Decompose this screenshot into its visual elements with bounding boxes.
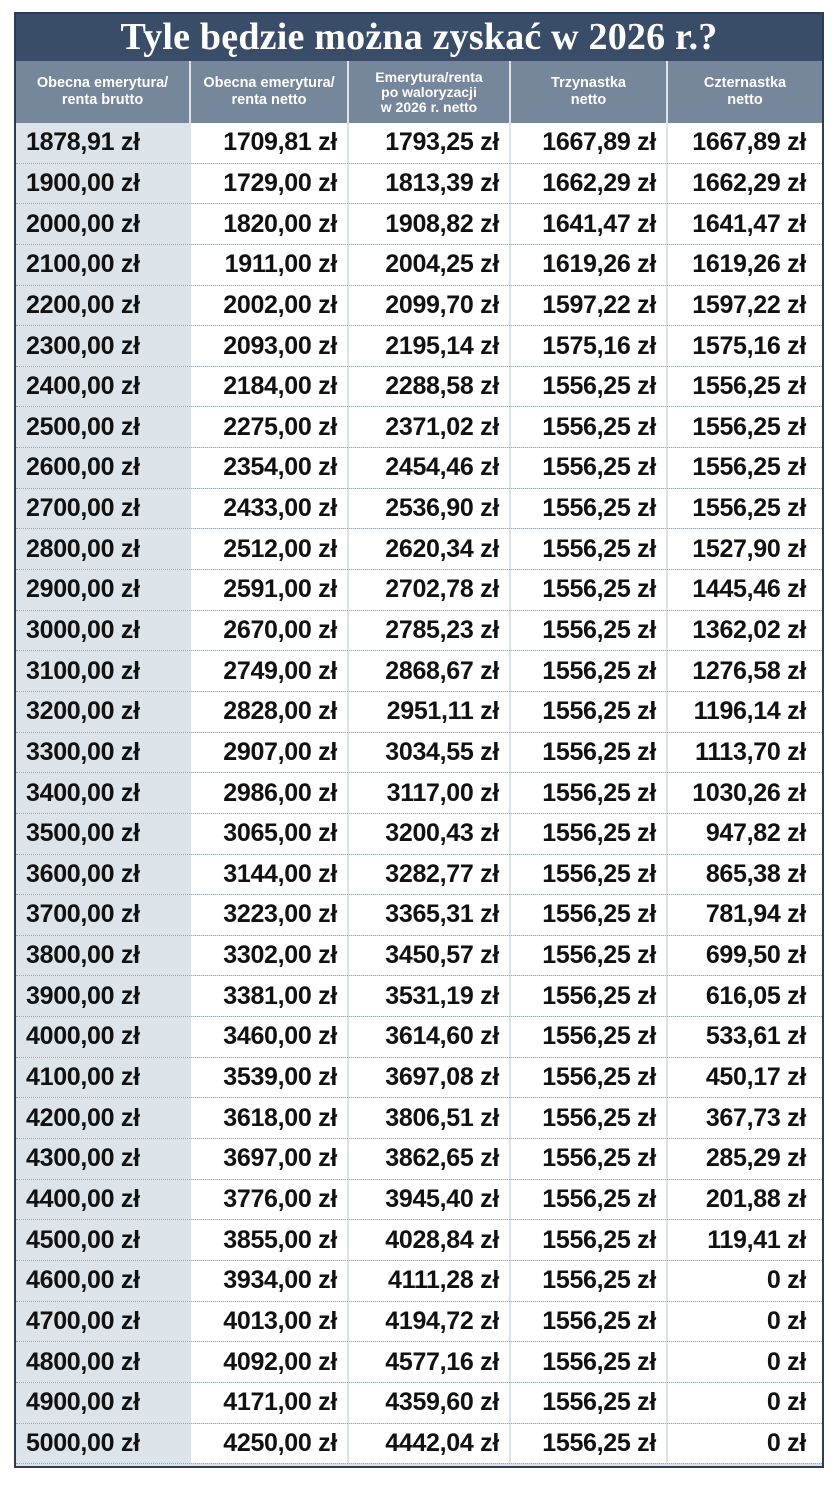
thirteenth-cell: 1556,25 zł [511,448,668,488]
net-pension-cell: 3460,00 zł [191,1017,349,1057]
fourteenth-cell: 781,94 zł [668,895,822,935]
gross-pension-cell: 2600,00 zł [16,448,191,488]
thirteenth-cell: 1556,25 zł [511,1220,668,1260]
fourteenth-cell: 616,05 zł [668,976,822,1016]
thirteenth-cell: 1556,25 zł [511,895,668,935]
indexed-pension-cell: 3117,00 zł [349,773,511,813]
indexed-pension-cell: 2868,67 zł [349,651,511,691]
indexed-pension-cell: 2195,14 zł [349,326,511,366]
table-row [16,164,822,205]
net-pension-cell: 2670,00 zł [191,611,349,651]
fourteenth-cell: 0 zł [668,1383,822,1423]
gross-pension-cell: 2100,00 zł [16,245,191,285]
net-pension-cell: 3302,00 zł [191,936,349,976]
fourteenth-cell: 1030,26 zł [668,773,822,813]
gross-pension-cell: 5000,00 zł [16,1424,191,1464]
net-pension-cell: 2184,00 zł [191,367,349,407]
fourteenth-cell: 1575,16 zł [668,326,822,366]
fourteenth-cell: 1556,25 zł [668,407,822,447]
indexed-pension-cell: 4194,72 zł [349,1302,511,1342]
fourteenth-cell: 0 zł [668,1302,822,1342]
gross-pension-cell: 4800,00 zł [16,1342,191,1382]
header-net-pension: Obecna emerytura/ renta netto [191,61,349,123]
indexed-pension-cell: 2620,34 zł [349,529,511,569]
table-row [16,976,822,1017]
thirteenth-cell: 1575,16 zł [511,326,668,366]
fourteenth-cell: 1113,70 zł [668,733,822,773]
indexed-pension-cell: 4028,84 zł [349,1220,511,1260]
indexed-pension-cell: 3200,43 zł [349,814,511,854]
table-row [16,895,822,936]
thirteenth-cell: 1641,47 zł [511,204,668,244]
fourteenth-cell: 1556,25 zł [668,367,822,407]
table-row [16,773,822,814]
gross-pension-cell: 3900,00 zł [16,976,191,1016]
indexed-pension-cell: 1908,82 zł [349,204,511,244]
table-row [16,367,822,408]
indexed-pension-cell: 1813,39 zł [349,164,511,204]
fourteenth-cell: 1662,29 zł [668,164,822,204]
indexed-pension-cell: 3531,19 zł [349,976,511,1016]
gross-pension-cell: 4600,00 zł [16,1261,191,1301]
gross-pension-cell: 2700,00 zł [16,489,191,529]
net-pension-cell: 2512,00 zł [191,529,349,569]
thirteenth-cell: 1597,22 zł [511,286,668,326]
gross-pension-cell: 3600,00 zł [16,855,191,895]
gross-pension-cell: 4300,00 zł [16,1139,191,1179]
thirteenth-cell: 1556,25 zł [511,529,668,569]
table-body [16,123,822,1464]
gross-pension-cell: 3300,00 zł [16,733,191,773]
table-row [16,1302,822,1343]
table-row [16,814,822,855]
thirteenth-cell: 1556,25 zł [511,1302,668,1342]
net-pension-cell: 2986,00 zł [191,773,349,813]
net-pension-cell: 2354,00 zł [191,448,349,488]
table-row [16,1098,822,1139]
gross-pension-cell: 3100,00 zł [16,651,191,691]
table-row [16,855,822,896]
thirteenth-cell: 1662,29 zł [511,164,668,204]
page-title: Tyle będzie można zyskać w 2026 r.? [16,14,822,61]
indexed-pension-cell: 3282,77 zł [349,855,511,895]
net-pension-cell: 2907,00 zł [191,733,349,773]
thirteenth-cell: 1556,25 zł [511,1017,668,1057]
table-row [16,1139,822,1180]
fourteenth-cell: 1445,46 zł [668,570,822,610]
fourteenth-cell: 0 zł [668,1261,822,1301]
fourteenth-cell: 0 zł [668,1342,822,1382]
fourteenth-cell: 533,61 zł [668,1017,822,1057]
indexed-pension-cell: 4111,28 zł [349,1261,511,1301]
thirteenth-cell: 1556,25 zł [511,1098,668,1138]
fourteenth-cell: 1641,47 zł [668,204,822,244]
gross-pension-cell: 4200,00 zł [16,1098,191,1138]
fourteenth-cell: 699,50 zł [668,936,822,976]
net-pension-cell: 3144,00 zł [191,855,349,895]
indexed-pension-cell: 3034,55 zł [349,733,511,773]
indexed-pension-cell: 2951,11 zł [349,692,511,732]
indexed-pension-cell: 2004,25 zł [349,245,511,285]
fourteenth-cell: 1556,25 zł [668,489,822,529]
gross-pension-cell: 4400,00 zł [16,1180,191,1220]
indexed-pension-cell: 3862,65 zł [349,1139,511,1179]
table-row [16,570,822,611]
table-row [16,326,822,367]
indexed-pension-cell: 2371,02 zł [349,407,511,447]
fourteenth-cell: 865,38 zł [668,855,822,895]
indexed-pension-cell: 4577,16 zł [349,1342,511,1382]
fourteenth-cell: 1667,89 zł [668,123,822,163]
gross-pension-cell: 4700,00 zł [16,1302,191,1342]
net-pension-cell: 4092,00 zł [191,1342,349,1382]
thirteenth-cell: 1556,25 zł [511,1058,668,1098]
net-pension-cell: 1820,00 zł [191,204,349,244]
table-row [16,407,822,448]
thirteenth-cell: 1556,25 zł [511,1261,668,1301]
net-pension-cell: 3776,00 zł [191,1180,349,1220]
indexed-pension-cell: 4442,04 zł [349,1424,511,1464]
table-row [16,448,822,489]
gross-pension-cell: 3200,00 zł [16,692,191,732]
net-pension-cell: 4171,00 zł [191,1383,349,1423]
indexed-pension-cell: 1793,25 zł [349,123,511,163]
thirteenth-cell: 1556,25 zł [511,489,668,529]
net-pension-cell: 1911,00 zł [191,245,349,285]
thirteenth-cell: 1556,25 zł [511,1180,668,1220]
fourteenth-cell: 201,88 zł [668,1180,822,1220]
table-row [16,489,822,530]
fourteenth-cell: 367,73 zł [668,1098,822,1138]
gross-pension-cell: 2900,00 zł [16,570,191,610]
fourteenth-cell: 1597,22 zł [668,286,822,326]
net-pension-cell: 1729,00 zł [191,164,349,204]
indexed-pension-cell: 2288,58 zł [349,367,511,407]
pension-table-graphic [14,12,824,1468]
net-pension-cell: 3381,00 zł [191,976,349,1016]
table-row [16,1017,822,1058]
fourteenth-cell: 1196,14 zł [668,692,822,732]
indexed-pension-cell: 3450,57 zł [349,936,511,976]
fourteenth-cell: 1619,26 zł [668,245,822,285]
fourteenth-cell: 0 zł [668,1424,822,1464]
gross-pension-cell: 3400,00 zł [16,773,191,813]
thirteenth-cell: 1667,89 zł [511,123,668,163]
indexed-pension-cell: 2702,78 zł [349,570,511,610]
table-row [16,1220,822,1261]
gross-pension-cell: 1878,91 zł [16,123,191,163]
net-pension-cell: 3697,00 zł [191,1139,349,1179]
gross-pension-cell: 3700,00 zł [16,895,191,935]
net-pension-cell: 4013,00 zł [191,1302,349,1342]
table-header [16,61,822,123]
indexed-pension-cell: 4359,60 zł [349,1383,511,1423]
thirteenth-cell: 1556,25 zł [511,936,668,976]
indexed-pension-cell: 2536,90 zł [349,489,511,529]
table-row [16,733,822,774]
header-pension-after-indexation: Emerytura/renta po waloryzacji w 2026 r. netto [349,61,511,123]
indexed-pension-cell: 3614,60 zł [349,1017,511,1057]
indexed-pension-cell: 3806,51 zł [349,1098,511,1138]
header-gross-pension: Obecna emerytura/ renta brutto [16,61,191,123]
net-pension-cell: 2002,00 zł [191,286,349,326]
thirteenth-cell: 1556,25 zł [511,692,668,732]
thirteenth-cell: 1556,25 zł [511,733,668,773]
indexed-pension-cell: 3697,08 zł [349,1058,511,1098]
fourteenth-cell: 1362,02 zł [668,611,822,651]
thirteenth-cell: 1556,25 zł [511,773,668,813]
indexed-pension-cell: 3945,40 zł [349,1180,511,1220]
net-pension-cell: 3934,00 zł [191,1261,349,1301]
gross-pension-cell: 3500,00 zł [16,814,191,854]
net-pension-cell: 2828,00 zł [191,692,349,732]
gross-pension-cell: 2400,00 zł [16,367,191,407]
thirteenth-cell: 1556,25 zł [511,611,668,651]
net-pension-cell: 2591,00 zł [191,570,349,610]
gross-pension-cell: 4000,00 zł [16,1017,191,1057]
gross-pension-cell: 2300,00 zł [16,326,191,366]
indexed-pension-cell: 2785,23 zł [349,611,511,651]
gross-pension-cell: 3000,00 zł [16,611,191,651]
thirteenth-cell: 1556,25 zł [511,814,668,854]
thirteenth-cell: 1556,25 zł [511,1424,668,1464]
table-row [16,692,822,733]
gross-pension-cell: 1900,00 zł [16,164,191,204]
header-thirteenth-pension: Trzynastka netto [511,61,668,123]
gross-pension-cell: 4900,00 zł [16,1383,191,1423]
table-row [16,1383,822,1424]
net-pension-cell: 3855,00 zł [191,1220,349,1260]
thirteenth-cell: 1619,26 zł [511,245,668,285]
table-row [16,204,822,245]
net-pension-cell: 2749,00 zł [191,651,349,691]
net-pension-cell: 1709,81 zł [191,123,349,163]
thirteenth-cell: 1556,25 zł [511,1342,668,1382]
table-row [16,651,822,692]
net-pension-cell: 2093,00 zł [191,326,349,366]
gross-pension-cell: 4500,00 zł [16,1220,191,1260]
thirteenth-cell: 1556,25 zł [511,1383,668,1423]
thirteenth-cell: 1556,25 zł [511,976,668,1016]
thirteenth-cell: 1556,25 zł [511,407,668,447]
fourteenth-cell: 119,41 zł [668,1220,822,1260]
fourteenth-cell: 1527,90 zł [668,529,822,569]
thirteenth-cell: 1556,25 zł [511,855,668,895]
table-row [16,1058,822,1099]
fourteenth-cell: 1556,25 zł [668,448,822,488]
indexed-pension-cell: 2454,46 zł [349,448,511,488]
indexed-pension-cell: 3365,31 zł [349,895,511,935]
net-pension-cell: 3618,00 zł [191,1098,349,1138]
fourteenth-cell: 947,82 zł [668,814,822,854]
table-row [16,611,822,652]
fourteenth-cell: 285,29 zł [668,1139,822,1179]
thirteenth-cell: 1556,25 zł [511,1139,668,1179]
gross-pension-cell: 4100,00 zł [16,1058,191,1098]
table-row [16,1342,822,1383]
net-pension-cell: 2275,00 zł [191,407,349,447]
gross-pension-cell: 2500,00 zł [16,407,191,447]
table-row [16,1180,822,1221]
gross-pension-cell: 2800,00 zł [16,529,191,569]
fourteenth-cell: 1276,58 zł [668,651,822,691]
gross-pension-cell: 3800,00 zł [16,936,191,976]
table-row [16,1261,822,1302]
table-row [16,245,822,286]
header-fourteenth-pension: Czternastka netto [703,75,787,108]
table-row [16,936,822,977]
gross-pension-cell: 2000,00 zł [16,204,191,244]
net-pension-cell: 3223,00 zł [191,895,349,935]
gross-pension-cell: 2200,00 zł [16,286,191,326]
indexed-pension-cell: 2099,70 zł [349,286,511,326]
fourteenth-cell: 450,17 zł [668,1058,822,1098]
table-row [16,1424,822,1465]
thirteenth-cell: 1556,25 zł [511,651,668,691]
table-row [16,123,822,164]
thirteenth-cell: 1556,25 zł [511,570,668,610]
net-pension-cell: 4250,00 zł [191,1424,349,1464]
table-row [16,529,822,570]
net-pension-cell: 2433,00 zł [191,489,349,529]
net-pension-cell: 3065,00 zł [191,814,349,854]
net-pension-cell: 3539,00 zł [191,1058,349,1098]
thirteenth-cell: 1556,25 zł [511,367,668,407]
table-row [16,286,822,327]
